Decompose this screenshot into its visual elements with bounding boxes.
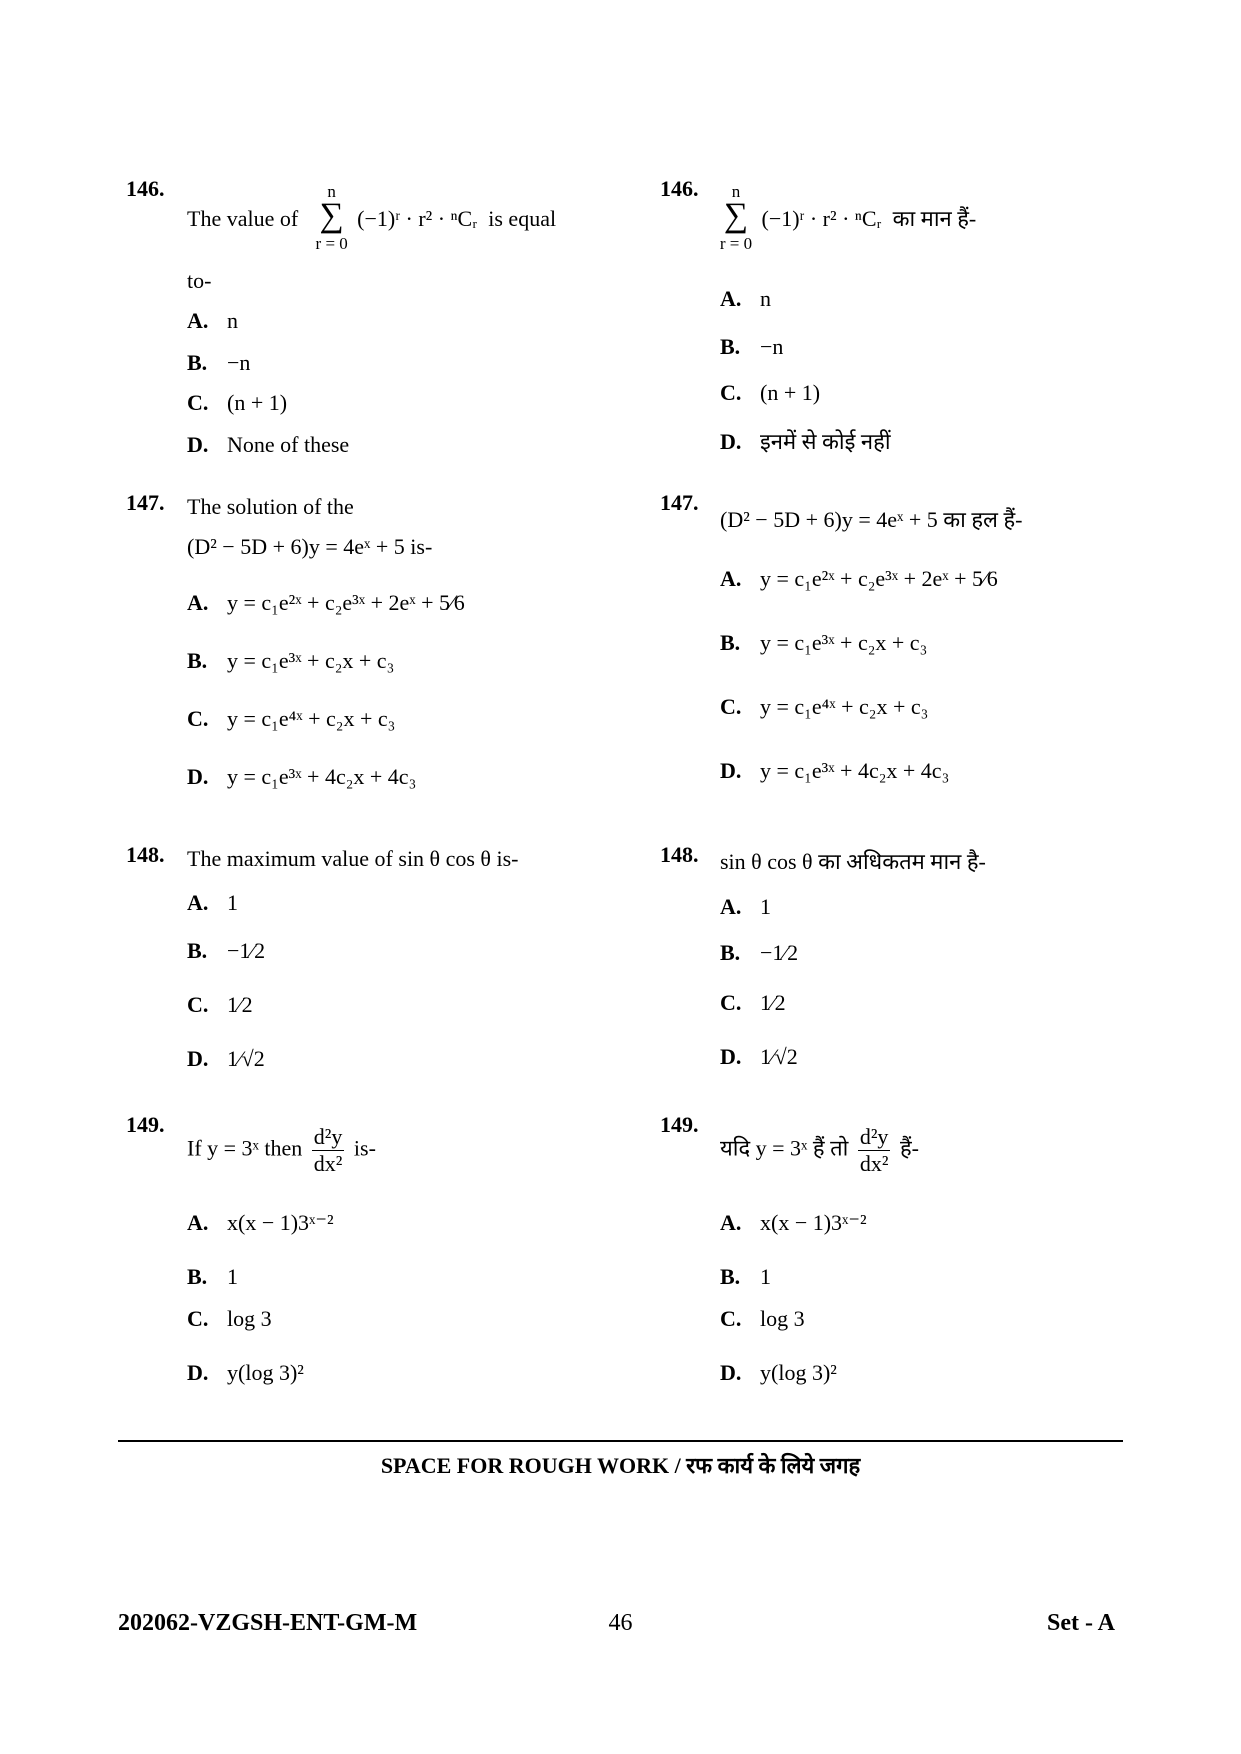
option-label: B. bbox=[720, 334, 741, 359]
option-c[interactable] bbox=[720, 1306, 805, 1332]
option-value: y = c₁e²ˣ + c₂e³ˣ + 2eˣ + 5⁄6 bbox=[760, 566, 998, 591]
option-label: D. bbox=[187, 432, 209, 457]
option-label: C. bbox=[720, 694, 742, 719]
option-c[interactable] bbox=[187, 390, 287, 416]
option-value: y = c₁e³ˣ + c₂x + c₃ bbox=[227, 648, 395, 673]
sigma-glyph-icon: ∑ bbox=[723, 197, 749, 234]
option-d[interactable] bbox=[187, 764, 416, 790]
option-b[interactable] bbox=[187, 350, 250, 376]
option-b[interactable] bbox=[720, 940, 798, 966]
option-a[interactable] bbox=[187, 1210, 334, 1236]
option-label: D. bbox=[720, 758, 742, 783]
option-label: B. bbox=[720, 630, 741, 655]
option-value: −n bbox=[760, 334, 784, 359]
option-d[interactable] bbox=[720, 426, 891, 456]
option-label: D. bbox=[720, 1360, 742, 1385]
option-d[interactable] bbox=[187, 1360, 304, 1386]
option-b[interactable] bbox=[720, 334, 783, 360]
option-label: D. bbox=[720, 1044, 742, 1069]
option-value: 1⁄2 bbox=[760, 990, 786, 1015]
option-label: A. bbox=[187, 590, 209, 615]
option-value: इनमें से कोई नहीं bbox=[760, 429, 891, 454]
option-label: C. bbox=[720, 990, 742, 1015]
question-stem bbox=[187, 182, 557, 256]
option-c[interactable] bbox=[720, 694, 928, 720]
page-number: 46 bbox=[608, 1610, 633, 1636]
option-value: y(log 3)² bbox=[760, 1360, 837, 1385]
sigma-lower: r = 0 bbox=[315, 234, 348, 253]
option-label: C. bbox=[187, 1306, 209, 1331]
option-value: y(log 3)² bbox=[227, 1360, 304, 1385]
option-value: n bbox=[227, 308, 238, 333]
option-value: log 3 bbox=[227, 1306, 272, 1331]
option-value: None of these bbox=[227, 432, 350, 457]
question-number: 149. bbox=[660, 1112, 699, 1137]
question-number: 148. bbox=[660, 842, 699, 867]
option-label: C. bbox=[720, 380, 742, 405]
option-label: A. bbox=[720, 566, 742, 591]
sigma-lower: r = 0 bbox=[719, 234, 753, 253]
option-c[interactable] bbox=[187, 1306, 272, 1332]
english-column bbox=[0, 0, 557, 1440]
option-b[interactable] bbox=[720, 1264, 771, 1290]
option-value: (n + 1) bbox=[760, 380, 821, 405]
option-c[interactable] bbox=[187, 992, 253, 1018]
option-value: 1 bbox=[760, 1264, 771, 1289]
option-value: y = c₁e³ˣ + c₂x + c₃ bbox=[760, 630, 928, 655]
option-label: A. bbox=[187, 308, 209, 333]
option-label: B. bbox=[187, 1264, 208, 1289]
question-number: 146. bbox=[660, 176, 699, 201]
option-label: C. bbox=[187, 992, 209, 1017]
stem-suffix: is- bbox=[353, 1135, 376, 1161]
option-a[interactable] bbox=[187, 308, 238, 334]
option-label: C. bbox=[187, 390, 209, 415]
set-label: Set - A bbox=[1047, 1610, 1115, 1636]
stem-line-2: to- bbox=[187, 268, 212, 293]
divider-rule bbox=[118, 1440, 1123, 1442]
option-value: 1⁄√2 bbox=[760, 1044, 798, 1069]
option-d[interactable] bbox=[187, 432, 349, 458]
stem-suffix: का मान हैं- bbox=[892, 206, 977, 232]
option-value: −n bbox=[227, 350, 251, 375]
question-stem bbox=[720, 1124, 919, 1177]
option-label: C. bbox=[187, 706, 209, 731]
option-label: D. bbox=[187, 1360, 209, 1385]
option-d[interactable] bbox=[187, 1046, 265, 1072]
stem-prefix: If y = 3ˣ then bbox=[187, 1135, 303, 1161]
option-label: A. bbox=[720, 286, 742, 311]
question-number: 148. bbox=[126, 842, 165, 867]
option-a[interactable] bbox=[187, 890, 238, 916]
stem-prefix: यदि y = 3ˣ हैं तो bbox=[720, 1135, 849, 1161]
option-value: y = c₁e³ˣ + 4c₂x + 4c₃ bbox=[227, 764, 417, 789]
option-label: D. bbox=[187, 1046, 209, 1071]
option-label: B. bbox=[187, 938, 208, 963]
option-value: y = c₁e⁴ˣ + c₂x + c₃ bbox=[760, 694, 929, 719]
option-value: n bbox=[760, 286, 771, 311]
stem-prefix: The value of bbox=[187, 206, 299, 232]
question-stem: sin θ cos θ का अधिकतम मान है- bbox=[720, 849, 986, 874]
option-label: B. bbox=[187, 648, 208, 673]
option-value: −1⁄2 bbox=[760, 940, 799, 965]
derivative-fraction bbox=[858, 1124, 891, 1177]
fraction-numerator: d²y bbox=[859, 1124, 889, 1149]
stem-line-2: (D² − 5D + 6)y = 4eˣ + 5 is- bbox=[187, 534, 433, 559]
option-a[interactable] bbox=[720, 286, 771, 312]
option-value: y = c₁e³ˣ + 4c₂x + 4c₃ bbox=[760, 758, 950, 783]
option-a[interactable] bbox=[187, 590, 465, 616]
fraction-denominator: dx² bbox=[313, 1151, 343, 1176]
option-c[interactable] bbox=[187, 706, 395, 732]
option-c[interactable] bbox=[720, 380, 820, 406]
stem-expression: (−1)ʳ · r² · ⁿCᵣ bbox=[761, 206, 882, 232]
fraction-numerator: d²y bbox=[313, 1124, 343, 1149]
option-a[interactable] bbox=[720, 1210, 867, 1236]
option-label: A. bbox=[720, 894, 742, 919]
option-d[interactable] bbox=[720, 758, 949, 784]
option-label: A. bbox=[187, 1210, 209, 1235]
option-b[interactable] bbox=[187, 1264, 238, 1290]
option-b[interactable] bbox=[720, 630, 927, 656]
option-value: 1⁄2 bbox=[227, 992, 253, 1017]
fraction-denominator: dx² bbox=[859, 1151, 889, 1176]
stem-expression: (−1)ʳ · r² · ⁿCᵣ bbox=[357, 206, 478, 232]
option-label: B. bbox=[187, 350, 208, 375]
hindi-column bbox=[530, 0, 1070, 1440]
option-b[interactable] bbox=[187, 648, 394, 674]
question-stem bbox=[716, 182, 977, 256]
question-stem bbox=[187, 1124, 376, 1177]
sigma-upper: n bbox=[327, 182, 336, 201]
option-value: 1 bbox=[760, 894, 771, 919]
option-value: (n + 1) bbox=[227, 390, 288, 415]
option-d[interactable] bbox=[720, 1044, 798, 1070]
question-number: 149. bbox=[126, 1112, 165, 1137]
option-value: 1⁄√2 bbox=[227, 1046, 265, 1071]
option-value: x(x − 1)3ˣ⁻² bbox=[760, 1210, 867, 1235]
option-value: y = c₁e²ˣ + c₂e³ˣ + 2eˣ + 5⁄6 bbox=[227, 590, 465, 615]
option-a[interactable] bbox=[720, 566, 998, 592]
option-label: D. bbox=[720, 429, 742, 454]
derivative-fraction bbox=[312, 1124, 345, 1177]
sigma-glyph-icon: ∑ bbox=[319, 197, 344, 234]
option-c[interactable] bbox=[720, 990, 786, 1016]
paper-code: 202062-VZGSH-ENT-GM-M bbox=[118, 1610, 418, 1636]
stem-suffix: is equal bbox=[488, 206, 557, 232]
summation-symbol bbox=[716, 182, 756, 252]
option-label: A. bbox=[187, 890, 209, 915]
option-value: 1 bbox=[227, 1264, 238, 1289]
rough-work-heading: SPACE FOR ROUGH WORK / रफ कार्य के लिये जगह bbox=[380, 1453, 861, 1478]
option-value: 1 bbox=[227, 890, 238, 915]
option-label: D. bbox=[187, 764, 209, 789]
question-stem: The solution of the bbox=[187, 494, 354, 519]
option-value: x(x − 1)3ˣ⁻² bbox=[227, 1210, 334, 1235]
question-number: 147. bbox=[126, 490, 165, 515]
option-value: log 3 bbox=[760, 1306, 805, 1331]
sigma-upper: n bbox=[731, 182, 741, 201]
option-a[interactable] bbox=[720, 894, 771, 920]
option-d[interactable] bbox=[720, 1360, 837, 1386]
summation-symbol bbox=[312, 182, 352, 252]
option-label: A. bbox=[720, 1210, 742, 1235]
option-value: −1⁄2 bbox=[227, 938, 266, 963]
question-number: 147. bbox=[660, 490, 699, 515]
option-label: B. bbox=[720, 940, 741, 965]
question-stem: The maximum value of sin θ cos θ is- bbox=[187, 846, 519, 871]
question-number: 146. bbox=[126, 176, 165, 201]
question-stem: (D² − 5D + 6)y = 4eˣ + 5 का हल हैं- bbox=[720, 507, 1023, 532]
option-label: C. bbox=[720, 1306, 742, 1331]
option-value: y = c₁e⁴ˣ + c₂x + c₃ bbox=[227, 706, 396, 731]
stem-suffix: हैं- bbox=[899, 1135, 919, 1161]
option-label: B. bbox=[720, 1264, 741, 1289]
option-b[interactable] bbox=[187, 938, 265, 964]
